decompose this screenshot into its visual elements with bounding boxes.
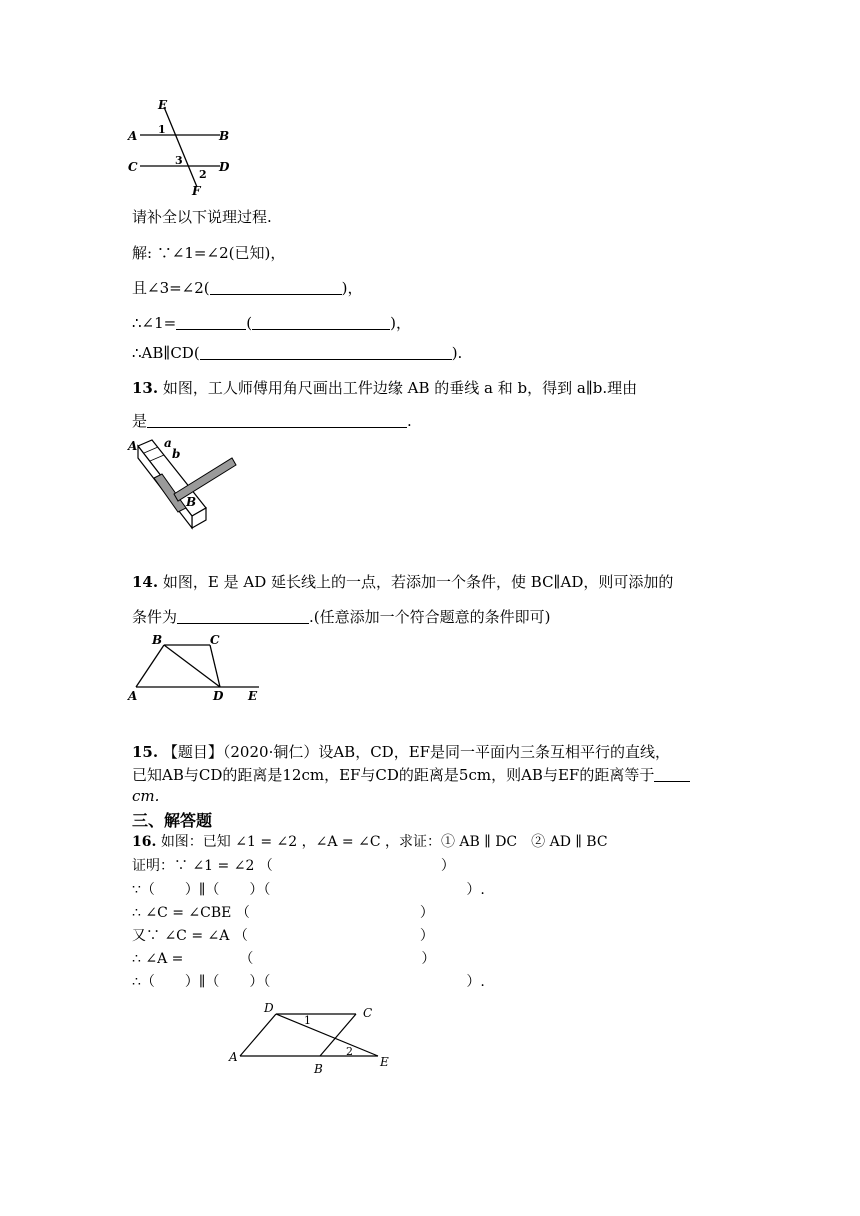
q16-proof-line6 [132,971,485,991]
label-D: D [219,160,230,174]
label-A: A [229,1050,238,1064]
q14-text3: .(任意添加一个符合题意的条件即可) [309,608,551,626]
q16-text: 如图：已知 ∠1 = ∠2 ，∠A = ∠C ，求证：① AB ∥ DC ② AD ∥ BC [160,834,608,850]
q12-line2 [132,277,363,298]
q13-text2: 是 [132,412,148,430]
q16-l2-end: ）. [466,882,485,898]
label-1: 1 [158,123,166,136]
q12-line3-text: ∴∠1= [132,314,177,332]
q16-l3-end: ） [419,905,434,921]
label-E: E [248,689,258,703]
q16-l1-end: ） [440,858,455,874]
q14-text: 如图，E 是 AD 延长线上的一点，若添加一个条件，使 BC∥AD，则可添加的 [162,573,674,591]
q16-l6-parallel: ）∥（ [184,974,220,990]
label-A: A [128,129,138,143]
q16-proof-line1 [132,855,455,875]
q14-blank-condition[interactable] [177,609,309,624]
q16-l5-text: ∴ ∠A = [132,951,184,967]
q16-l2-paren: ）（ [249,882,271,898]
label-C: C [363,1006,373,1020]
q14-text2: 条件为 [132,608,178,626]
label-2: 2 [199,168,207,181]
q16-l3-text: ∴ ∠C = ∠CBE （ [132,905,250,921]
q16-number: 16. [132,834,157,850]
label-C: C [128,160,138,174]
figure-parallel-lines-transversal [120,95,240,200]
label-A: A [128,689,138,703]
q16-l4-text: 又∵ ∠C = ∠A （ [132,928,248,944]
q12-line3 [132,312,411,333]
q14-line2 [132,606,551,627]
q15-text2: 已知AB与CD的距离是12cm，EF与CD的距离是5cm，则AB与EF的距离等于 [132,766,655,784]
label-C: C [210,633,220,647]
q12-line2-end: )， [341,279,363,297]
label-b: b [172,447,181,461]
q16-l1-text: 证明：∵ ∠1 = ∠2 （ [132,858,273,874]
q12-line3-end: )， [390,314,411,332]
q16-l5-end: ） [421,951,436,967]
label-a: a [164,436,172,450]
label-E: E [380,1055,389,1069]
figure-trapezoid-abcd [124,630,269,705]
figure-parallelogram-abcd [226,998,401,1078]
q13-end: . [407,412,412,430]
q12-line4 [132,344,462,362]
q13-blank-reason[interactable] [147,413,407,428]
q16-l5-paren: （ [239,951,254,967]
q16-proof-line4 [132,925,434,945]
q13-text: 如图，工人师傅用角尺画出工件边缘 AB 的垂线 a 和 b，得到 a∥b.理由 [162,379,638,397]
q12-line3-paren: ( [246,314,253,332]
q12-prompt: 请补全以下说理过程. [132,208,272,226]
label-F: F [192,184,201,198]
section-heading: 三、解答题 [132,811,213,830]
label-E: E [158,98,168,112]
q12-line2-text: 且∠3=∠2( [132,279,210,297]
q16-line-given [132,831,608,851]
q12-line1: 解: ∵∠1=∠2(已知)， [132,244,286,262]
q15-blank-distance[interactable] [654,767,690,782]
q15-text: 【题目】（2020·铜仁）设AB，CD，EF是同一平面内三条互相平行的直线， [162,743,671,761]
q15-unit: cm. [132,787,160,805]
q12-blank-angle[interactable] [176,315,246,330]
q13-number: 13. [132,379,159,397]
q16-l2-text: ∵（ [132,882,155,898]
q13-line1 [132,377,637,398]
q12-blank-reason1[interactable] [210,280,342,295]
q12-line4-end: ). [451,344,463,362]
label-B: B [152,633,163,647]
q16-l2-parallel: ）∥（ [184,882,220,898]
label-D: D [264,1001,274,1015]
q16-l6-end: ）. [466,974,485,990]
label-B: B [314,1062,323,1076]
q16-l4-end: ） [419,928,434,944]
q16-l6-text: ∴（ [132,974,155,990]
label-2: 2 [346,1045,353,1058]
q12-blank-reason2[interactable] [252,315,390,330]
q15-line2 [132,764,690,785]
label-B: B [219,129,230,143]
label-3: 3 [175,154,183,167]
q14-number: 14. [132,573,159,591]
label-B: B [186,495,197,509]
q15-number: 15. [132,743,159,761]
label-A: A [128,439,138,453]
q16-l6-paren: ）（ [249,974,271,990]
q15-line1 [132,741,670,762]
label-D: D [213,689,224,703]
q16-proof-line5 [132,948,435,968]
q16-proof-line3 [132,902,434,922]
figure-square-ruler-workpiece [126,436,246,531]
q14-line1 [132,571,673,592]
q13-line2 [132,410,412,431]
label-1: 1 [304,1014,311,1027]
q12-blank-reason3[interactable] [200,345,452,360]
q12-line4-text: ∴AB∥CD( [132,344,200,362]
q16-proof-line2 [132,879,485,899]
